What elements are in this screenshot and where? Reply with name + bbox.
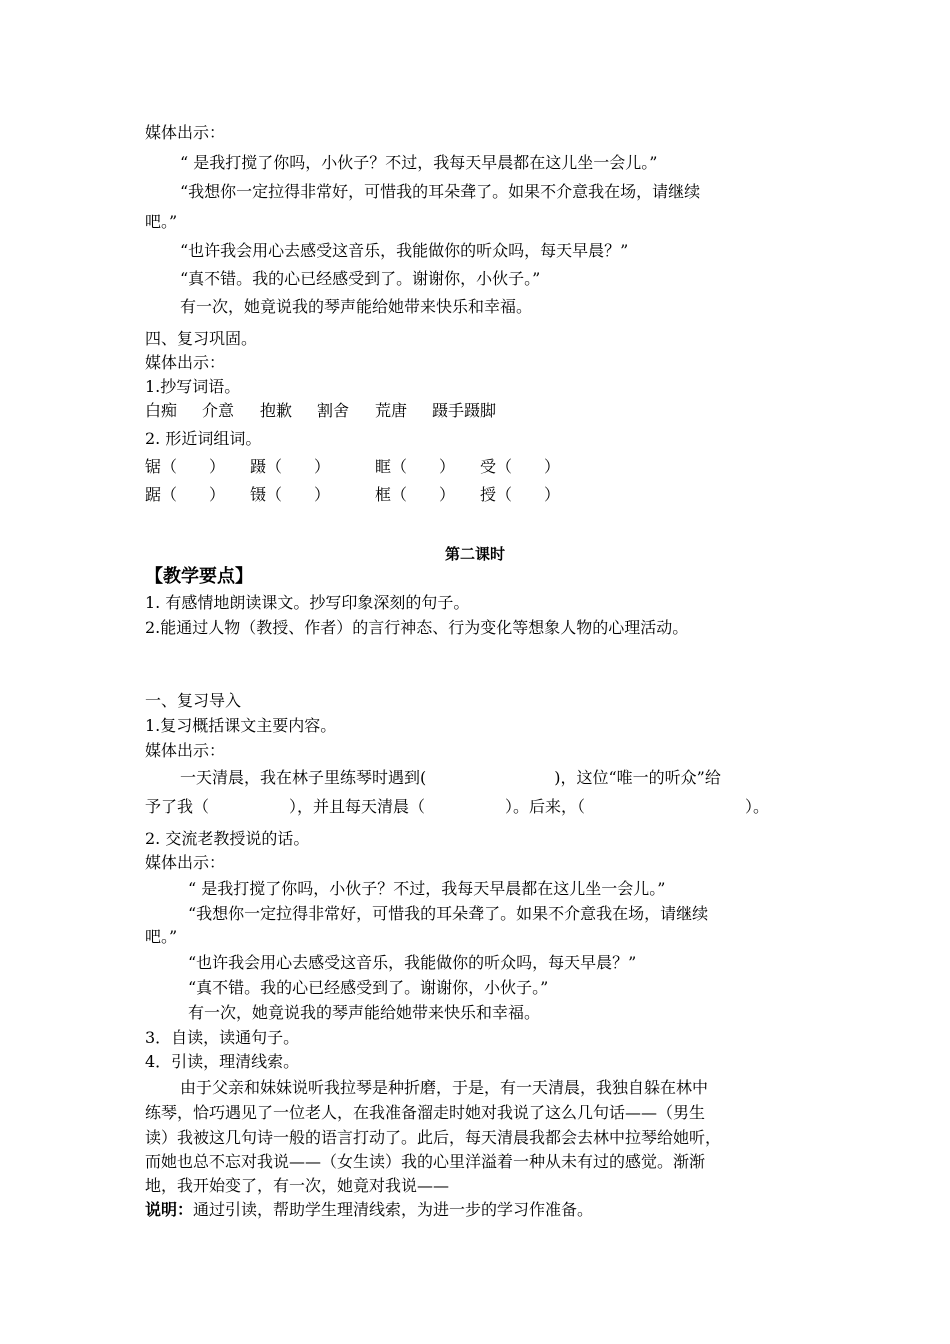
step-item: 2. 交流老教授说的话。 — [145, 829, 310, 848]
media-label: 媒体出示： — [145, 353, 226, 372]
paragraph-line: 地，我开始变了，有一次，她竟对我说—— — [145, 1176, 450, 1195]
paragraph-line: 由于父亲和妹妹说听我拉琴是种折磨，于是，有一天清晨，我独自躲在林中 — [180, 1078, 709, 1097]
quote-line: “我想你一定拉得非常好，可惜我的耳朵聋了。如果不介意我在场，请继续 — [180, 182, 701, 201]
word-blank: 框（ ） — [375, 485, 456, 504]
vocab-word: 介意 — [202, 401, 235, 420]
quote-line: “ 是我打搅了你吗，小伙子？不过，我每天早晨都在这儿坐一会儿。” — [180, 153, 658, 172]
lesson-title: 第二课时 — [444, 545, 505, 563]
word-blank: 授（ ） — [480, 485, 561, 504]
quote-line: 吧。” — [145, 212, 178, 231]
step-item: 3．自读，读通句子。 — [145, 1028, 300, 1047]
note-line — [145, 1199, 593, 1221]
vocab-word: 荒唐 — [375, 401, 408, 420]
paragraph-line: 而她也总不忘对我说——（女生读）我的心里洋溢着一种从未有过的感觉。渐渐 — [145, 1152, 706, 1171]
quote-line: “我想你一定拉得非常好，可惜我的耳朵聋了。如果不介意我在场，请继续 — [188, 904, 709, 923]
word-blank: 受（ ） — [480, 457, 561, 476]
vocab-word: 白痴 — [145, 401, 178, 420]
paragraph-line: 练琴，恰巧遇见了一位老人，在我准备溜走时她对我说了这么几句话——（男生 — [145, 1103, 706, 1122]
quote-line: “ 是我打搅了你吗，小伙子？不过，我每天早晨都在这儿坐一会儿。” — [188, 879, 666, 898]
word-blank: 镊（ ） — [250, 485, 331, 504]
quote-line: “真不错。我的心已经感受到了。谢谢你，小伙子。” — [180, 269, 541, 288]
vocab-word: 割舍 — [317, 401, 350, 420]
media-label: 媒体出示： — [145, 741, 226, 760]
quote-line: “也许我会用心去感受这音乐，我能做你的听众吗，每天早晨？” — [188, 953, 637, 972]
key-point: 2.能通过人物（教授、作者）的言行神态、行为变化等想象人物的心理活动。 — [145, 618, 689, 637]
word-blank: 眶（ ） — [375, 457, 456, 476]
fill-blank-line: 予了我（ ），并且每天清晨（ ）。后来，（ ）。 — [145, 797, 770, 816]
vocab-word: 蹑手蹑脚 — [432, 401, 497, 420]
step-item: 1.复习概括课文主要内容。 — [145, 716, 337, 735]
quote-line: “也许我会用心去感受这音乐，我能做你的听众吗，每天早晨？” — [180, 241, 629, 260]
step-item: 4．引读，理清线索。 — [145, 1052, 300, 1071]
key-points-heading: 【教学要点】 — [145, 566, 253, 587]
word-blank: 锯（ ） — [145, 457, 226, 476]
fill-blank-line: 一天清晨，我在林子里练琴时遇到( )，这位“唯一的听众”给 — [180, 768, 721, 787]
vocab-word: 抱歉 — [260, 401, 293, 420]
note-label: 说明： — [145, 1200, 194, 1219]
quote-line: 有一次，她竟说我的琴声能给她带来快乐和幸福。 — [188, 1003, 541, 1022]
key-point: 1. 有感情地朗读课文。抄写印象深刻的句子。 — [145, 593, 470, 612]
media-label: 媒体出示： — [145, 123, 226, 142]
exercise-item: 2. 形近词组词。 — [145, 429, 262, 448]
exercise-item: 1.抄写词语。 — [145, 377, 241, 396]
section-heading: 四、复习巩固。 — [145, 329, 258, 348]
word-blank: 蹑（ ） — [250, 457, 331, 476]
note-text: 通过引读，帮助学生理清线索，为进一步的学习作准备。 — [193, 1200, 594, 1219]
section-heading: 一、复习导入 — [145, 691, 242, 710]
word-blank: 踞（ ） — [145, 485, 226, 504]
quote-line: 吧。” — [145, 927, 178, 946]
paragraph-line: 读）我被这几句诗一般的语言打动了。此后，每天清晨我都会去林中拉琴给她听， — [145, 1128, 722, 1147]
quote-line: “真不错。我的心已经感受到了。谢谢你，小伙子。” — [188, 978, 549, 997]
media-label: 媒体出示： — [145, 853, 226, 872]
quote-line: 有一次，她竟说我的琴声能给她带来快乐和幸福。 — [180, 297, 533, 316]
